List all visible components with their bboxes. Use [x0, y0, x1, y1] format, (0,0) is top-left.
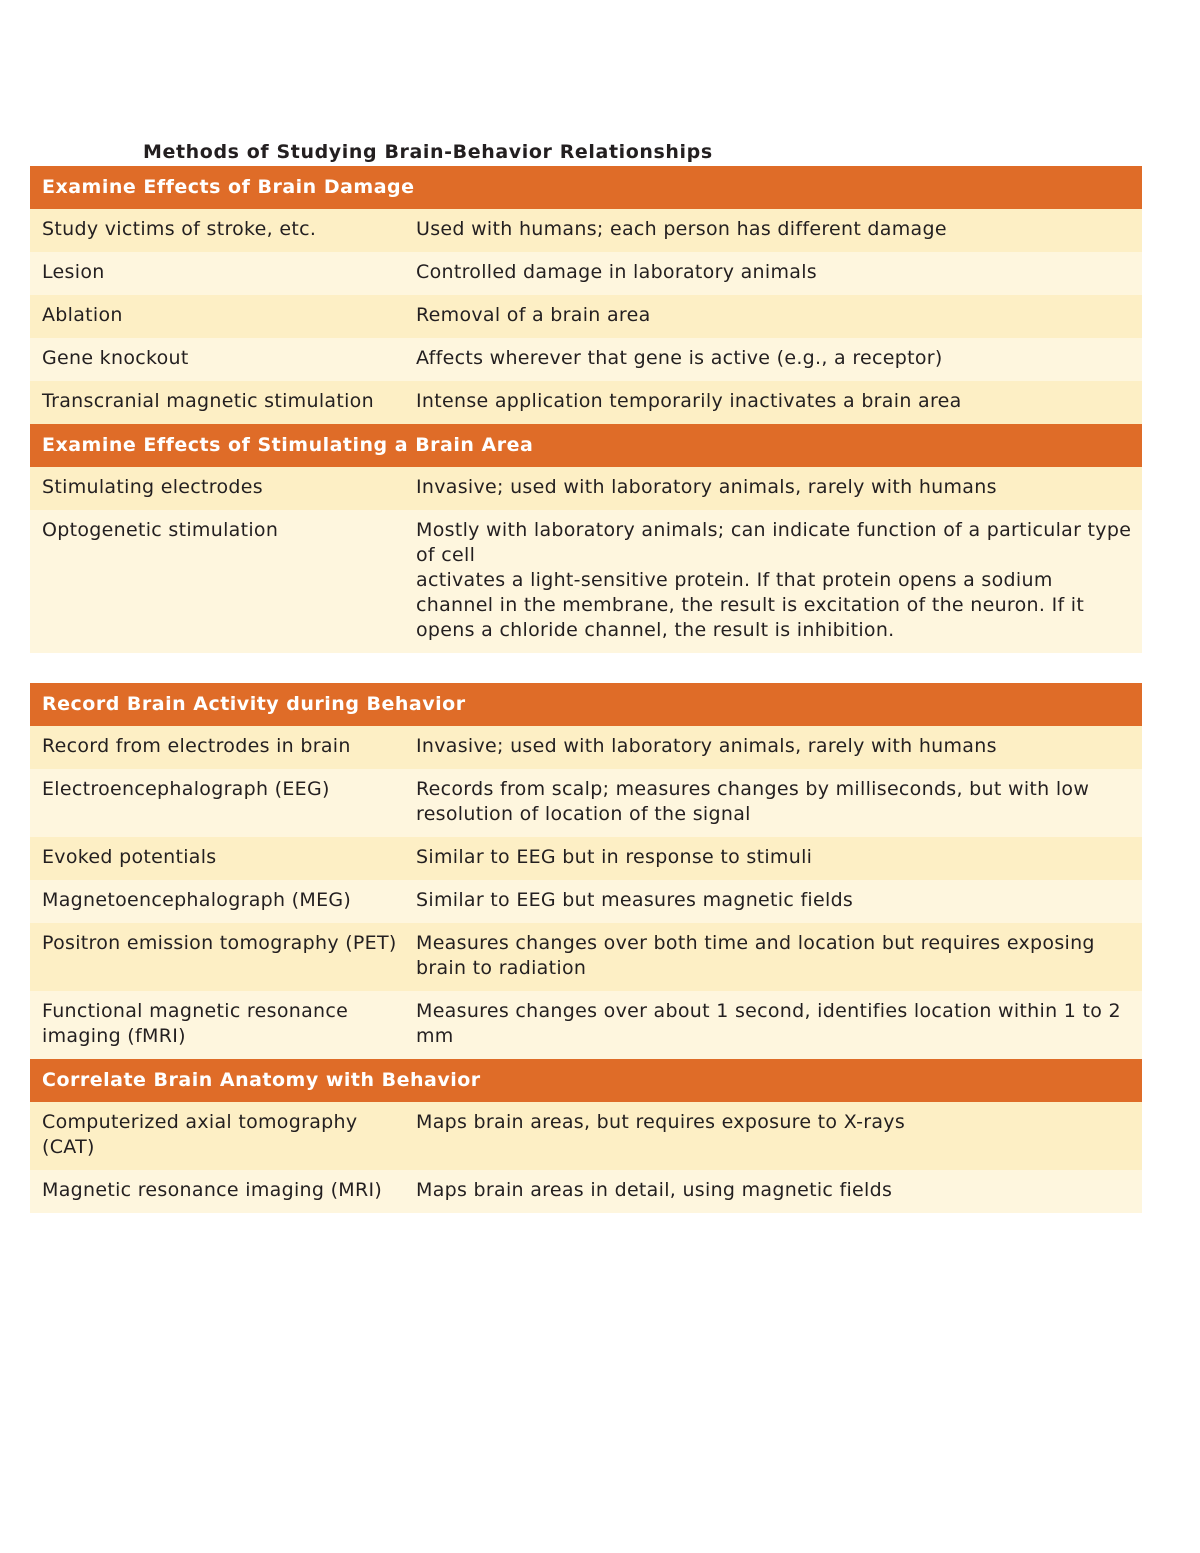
table-row: [30, 923, 1142, 991]
description-cell: Affects wherever that gene is active (e.g., a receptor): [416, 347, 943, 369]
table-row: [30, 467, 1142, 510]
description-cell: Measures changes over both time and location but requires exposing brain to radiation: [416, 932, 1095, 979]
section-header: Record Brain Activity during Behavior: [30, 683, 1142, 726]
table-row: [30, 381, 1142, 424]
method-cell: Study victims of stroke, etc.: [42, 218, 317, 240]
method-cell: Electroencephalograph (EEG): [42, 778, 330, 800]
table-row: [30, 991, 1142, 1059]
description-cell: Mostly with laboratory animals; can indicate function of a particular type of cell activates a light-sensitive protein. If that protein opens a sodium channel in the membrane, the result is excitation of the neuron. If it opens a chloride channel, the result is inhibition.: [416, 519, 1132, 641]
method-cell: Record from electrodes in brain: [42, 735, 351, 757]
method-cell: Evoked potentials: [42, 846, 217, 868]
table-row: [30, 510, 1142, 653]
table-row: [30, 338, 1142, 381]
description-cell: Maps brain areas, but requires exposure to X-rays: [416, 1111, 906, 1133]
section-header: Correlate Brain Anatomy with Behavior: [30, 1059, 1142, 1102]
document-title: Methods of Studying Brain-Behavior Relationships: [143, 141, 713, 163]
description-cell: Controlled damage in laboratory animals: [416, 261, 817, 283]
description-cell: Maps brain areas in detail, using magnetic fields: [416, 1179, 893, 1201]
description-cell: Removal of a brain area: [416, 304, 651, 326]
method-cell: Stimulating electrodes: [42, 476, 263, 498]
table-row: [30, 769, 1142, 837]
description-cell: Records from scalp; measures changes by milliseconds, but with low resolution of location of the signal: [416, 778, 1090, 825]
table-row: [30, 252, 1142, 295]
table-row: [30, 1102, 1142, 1170]
method-cell: Ablation: [42, 304, 123, 326]
description-cell: Intense application temporarily inactivates a brain area: [416, 390, 962, 412]
table-row: [30, 1170, 1142, 1213]
description-cell: Similar to EEG but in response to stimuli: [416, 846, 813, 868]
method-cell: Magnetoencephalograph (MEG): [42, 889, 352, 911]
method-cell: Gene knockout: [42, 347, 189, 369]
table-row: [30, 295, 1142, 338]
table-row: [30, 880, 1142, 923]
methods-table-part-1: [30, 166, 1142, 653]
method-cell: Lesion: [42, 261, 105, 283]
description-cell: Invasive; used with laboratory animals, rarely with humans: [416, 735, 997, 757]
method-cell: Optogenetic stimulation: [42, 519, 279, 541]
method-cell: Positron emission tomography (PET): [42, 932, 397, 954]
description-cell: Used with humans; each person has different damage: [416, 218, 947, 240]
method-cell: Transcranial magnetic stimulation: [42, 390, 374, 412]
method-cell: Computerized axial tomography (CAT): [42, 1111, 358, 1158]
description-cell: Measures changes over about 1 second, identifies location within 1 to 2 mm: [416, 1000, 1121, 1047]
description-cell: Similar to EEG but measures magnetic fields: [416, 889, 854, 911]
table-row: [30, 726, 1142, 769]
table-row: [30, 209, 1142, 252]
methods-table-part-2: [30, 683, 1142, 1213]
method-cell: Magnetic resonance imaging (MRI): [42, 1179, 383, 1201]
section-header: Examine Effects of Stimulating a Brain Area: [30, 424, 1142, 467]
description-cell: Invasive; used with laboratory animals, rarely with humans: [416, 476, 997, 498]
method-cell: Functional magnetic resonance imaging (fMRI): [42, 1000, 349, 1047]
table-row: [30, 837, 1142, 880]
section-header: Examine Effects of Brain Damage: [30, 166, 1142, 209]
